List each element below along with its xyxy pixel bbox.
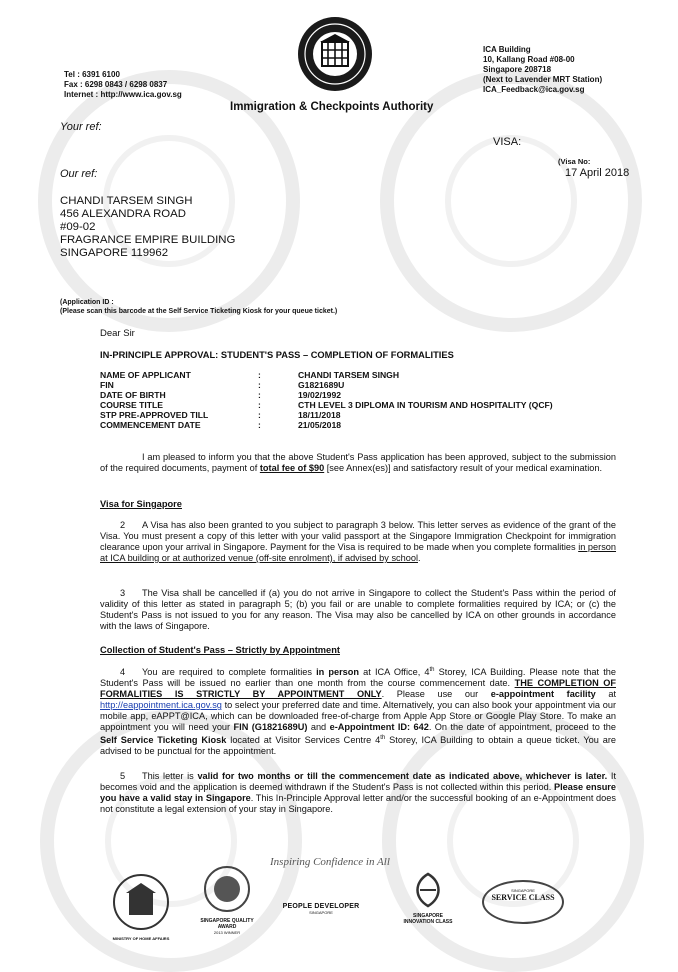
barcode-note: (Please scan this barcode at the Self Service Ticketing Kiosk for your queue ticket.) — [60, 308, 338, 315]
application-id-block — [60, 298, 337, 316]
building-line-2: 10, Kallang Road #08-00 — [483, 55, 575, 64]
detail-colon: : — [258, 400, 261, 410]
detail-colon: : — [258, 390, 261, 400]
visa-label: VISA: — [493, 136, 522, 148]
paragraph-2: 2 A Visa has also been granted to you subject to paragraph 3 below. This letter serves as evidence of the grant of the Visa. You must present a copy of this letter with your valid passport at the Singapore Immigration Checkpoint for immigration clearance upon your arrival in Singapore. Payment for the Visa is required to be made when you complete formalities in person at ICA building or at authorized venue (off-site enrolment), if advised by school. — [100, 520, 617, 563]
sqa-logo-text: SINGAPORE QUALITY AWARD — [200, 918, 254, 930]
detail-colon: : — [258, 380, 261, 390]
building-line-3: Singapore 208718 — [483, 65, 552, 74]
service-class-sub: SINGAPORE — [511, 888, 535, 893]
detail-row-stp — [100, 410, 553, 420]
detail-label: STP PRE-APPROVED TILL — [100, 410, 209, 420]
detail-row-commencement — [100, 420, 553, 430]
sqa-logo-sub: 2013 WINNER — [213, 930, 241, 935]
paragraph-4: 4 You are required to complete formalities in person at ICA Office, 4th Storey, ICA Building. Please note that the Student's Pass will be issued no earlier than one month from the course commencement date. THE COMPLETION OF FORMALITIES IS STRICTLY BY APPOINTMENT ONLY. Please use our e-appointment facility at http://eappointment.ica.gov.sg to select your preferred date and time. Alternatively, you can also book your appointment via our mobile app, eAPPT@ICA, which can be downloaded free-of-charge from Apple App Store or Google Play Store. To make an appointment you will need your FIN (G1821689U) and e-Appointment ID: 642. On the date of appointment, proceed to the Self Service Ticketing Kiosk located at Visitor Services Centre 4th Storey, ICA Building to obtain a queue ticket. You are advised to be punctual for the appointment. — [100, 667, 617, 757]
subject-line: IN-PRINCIPLE APPROVAL: STUDENT'S PASS – COMPLETION OF FORMALITIES — [100, 350, 454, 360]
total-fee: total fee of $90 — [259, 463, 325, 473]
service-class-logo — [482, 880, 564, 924]
sqa-logo — [197, 865, 257, 935]
detail-label: NAME OF APPLICANT — [100, 370, 191, 380]
internet-line: Internet : http://www.ica.gov.sg — [64, 90, 182, 99]
recipient-address — [60, 195, 235, 260]
detail-colon: : — [258, 420, 261, 430]
detail-value: 19/02/1992 — [298, 390, 342, 400]
paragraph-3: 3 The Visa shall be cancelled if (a) you do not arrive in Singapore to collect the Student's Pass within the period of validity of this letter as stated in paragraph 5; (b) you fail or are unable to complete formalities required by ICA; or (c) the Student's Pass is not issued to you for any reason. The Visa may also be cancelled by ICA on other grounds in accordance with the laws of Singapore. — [100, 588, 616, 631]
detail-value: G1821689U — [298, 380, 345, 390]
mha-logo — [108, 873, 174, 939]
fax-line: Fax : 6298 0843 / 6298 0837 — [64, 80, 168, 89]
letter-date: 17 April 2018 — [565, 167, 630, 179]
detail-label: COURSE TITLE — [100, 400, 164, 410]
detail-value: CTH LEVEL 3 DIPLOMA IN TOURISM AND HOSPITALITY (QCF) — [298, 400, 553, 410]
paragraph-5: 5 This letter is valid for two months or till the commencement date as indicated above, whichever is later. It becomes void and the application is deemed withdrawn if the Student's Pass is not collected within this period. Please ensure you have a valid stay in Singapore. This In-Principle Approval letter and/or the successful booking of an e-Appointment does not constitute a legal extension of your stay in Singapore. — [100, 771, 616, 814]
mha-logo-text: MINISTRY OF HOME AFFAIRS — [112, 936, 170, 941]
detail-label: COMMENCEMENT DATE — [100, 420, 201, 430]
recipient-unit: #09-02 — [60, 221, 96, 233]
detail-row-fin — [100, 380, 553, 390]
building-address — [483, 45, 602, 95]
our-ref-label: Our ref: — [60, 168, 98, 180]
detail-value: 21/05/2018 — [298, 420, 342, 430]
detail-row-name — [100, 370, 553, 380]
header-contacts — [64, 70, 182, 100]
recipient-street: 456 ALEXANDRA ROAD — [60, 208, 186, 220]
collection-heading: Collection of Student's Pass – Strictly by Appointment — [100, 645, 340, 655]
people-developer-text: PEOPLE DEVELOPER — [282, 903, 360, 910]
authority-name: Immigration & Checkpoints Authority — [230, 101, 434, 113]
detail-row-dob — [100, 390, 553, 400]
footer-motto: Inspiring Confidence in All — [270, 856, 390, 868]
innovation-class-text: SINGAPORE INNOVATION CLASS — [403, 913, 453, 925]
building-line-4: (Next to Lavender MRT Station) — [483, 75, 603, 84]
recipient-name: CHANDI TARSEM SINGH — [60, 195, 193, 207]
tel-line: Tel : 6391 6100 — [64, 70, 120, 79]
recipient-building: FRAGRANCE EMPIRE BUILDING — [60, 234, 236, 246]
people-developer-sub: SINGAPORE — [309, 910, 333, 915]
eappointment-link[interactable]: http://eappointment.ica.gov.sg — [100, 700, 222, 711]
people-developer-logo — [282, 903, 360, 915]
feedback-email: ICA_Feedback@ica.gov.sg — [483, 85, 585, 94]
your-ref-label: Your ref: — [60, 121, 102, 133]
applicant-details — [100, 370, 553, 430]
innovation-class-logo — [400, 872, 456, 925]
detail-colon: : — [258, 410, 261, 420]
detail-value: 18/11/2018 — [298, 410, 341, 420]
detail-row-course — [100, 400, 553, 410]
building-line-1: ICA Building — [483, 45, 531, 54]
ica-crest-logo — [296, 15, 374, 93]
detail-label: DATE OF BIRTH — [100, 390, 166, 400]
recipient-postal: SINGAPORE 119962 — [60, 247, 169, 259]
paragraph-1: I am pleased to inform you that the above Student's Pass application has been approved, subject to the submission of the required documents, payment of total fee of $90 [see Annex(es)] and satisfactory result of your medical examination. — [100, 452, 616, 473]
visa-heading: Visa for Singapore — [100, 499, 182, 509]
detail-value: CHANDI TARSEM SINGH — [298, 370, 400, 380]
service-class-text: SERVICE CLASS — [491, 893, 555, 902]
salutation: Dear Sir — [100, 328, 135, 339]
visa-no-label: (Visa No: — [558, 157, 591, 166]
detail-colon: : — [258, 370, 261, 380]
detail-label: FIN — [100, 380, 114, 390]
application-id-label: (Application ID : — [60, 299, 114, 306]
